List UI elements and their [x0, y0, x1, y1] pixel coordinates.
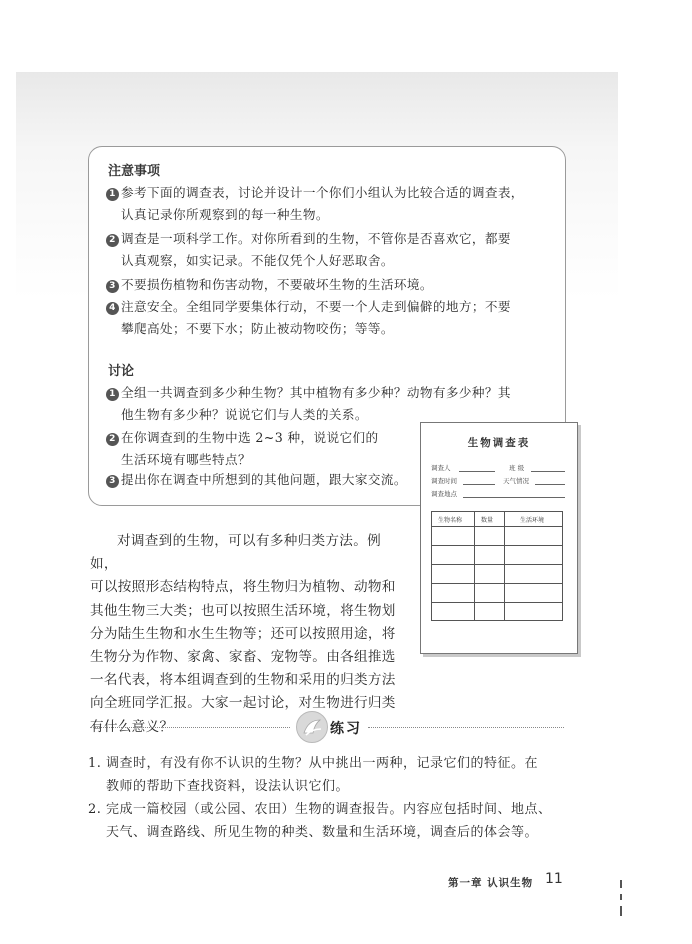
discussion-item-3: 3 提出你在调查中所想到的其他问题，跟大家交流。	[106, 469, 407, 491]
paragraph-line: 向全班同学汇报。大家一起讨论，对生物进行归类	[90, 695, 396, 712]
number-badge-icon: 2	[106, 433, 119, 446]
column-header: 生物名称	[438, 517, 463, 524]
field-line	[463, 497, 565, 498]
paragraph-line: 其他生物三大类；也可以按照生活环境，将生物划	[90, 602, 396, 619]
scan-edge-marks	[620, 880, 628, 920]
field-line	[535, 484, 565, 485]
note-item-1: 1 参考下面的调查表，讨论并设计一个你们小组认为比较合适的调查表， 认真记录你所观察到的每一种生物。	[106, 182, 524, 226]
discussion-heading: 讨论	[108, 364, 135, 379]
notes-heading: 注意事项	[108, 164, 161, 179]
classification-paragraph	[90, 530, 408, 739]
survey-form-card	[420, 422, 578, 654]
note-item-2: 2 调查是一项科学工作。对你所看到的生物，不管你是否喜欢它，都要 认真观察，如实记录。不能仅凭个人好恶取舍。	[106, 228, 511, 272]
number-badge-icon: 3	[106, 475, 119, 488]
paragraph-line: 对调查到的生物，可以有多种归类方法。例如，	[90, 533, 381, 573]
table-grid-line	[432, 526, 563, 527]
field-line	[459, 471, 495, 472]
survey-form-title: 生物调查表	[467, 437, 531, 449]
note-item-4: 4 注意安全。全组同学要集体行动，不要一个人走到偏僻的地方；不要 攀爬高处；不要下水；防止被动物咬伤；等等。	[106, 296, 511, 340]
exercise-divider-right	[368, 727, 564, 728]
column-header: 数量	[481, 517, 494, 524]
paragraph-line: 生物分为作物、家禽、家畜、宠物等。由各组推选	[90, 649, 396, 666]
table-grid-line	[432, 602, 563, 603]
table-grid-line	[474, 512, 475, 620]
field-group: 班 级	[509, 464, 525, 472]
scan-margin-right	[618, 0, 692, 944]
field-line	[463, 484, 495, 485]
table-grid-line	[432, 545, 563, 546]
chapter-footer: 第一章 认识生物	[448, 877, 534, 889]
field-location: 调查地点	[431, 490, 457, 498]
exercise-emblem-icon	[296, 711, 328, 743]
page-number: 11	[545, 871, 563, 887]
paragraph-line: 分为陆生生物和水生生物等；还可以按照用途，将	[90, 625, 396, 642]
discussion-item-2: 2 在你调查到的生物中选 2~3 种，说说它们的 生活环境有哪些特点？	[106, 427, 378, 471]
discussion-item-1: 1 全组一共调查到多少种生物？其中植物有多少种？动物有多少种？其 他生物有多少种？说说它们与人类的关系。	[106, 382, 511, 426]
column-header: 生活环境	[520, 517, 545, 524]
paragraph-line: 可以按照形态结构特点，将生物归为植物、动物和	[90, 579, 396, 596]
scan-margin-top	[0, 0, 692, 72]
scan-margin-left	[0, 0, 16, 944]
field-weather: 天气情况	[503, 477, 529, 485]
note-item-3: 3 不要损伤植物和伤害动物，不要破坏生物的生活环境。	[106, 274, 433, 296]
field-surveyor: 调查人	[431, 464, 451, 472]
table-grid-line	[432, 583, 563, 584]
table-grid-line	[504, 512, 505, 620]
field-line	[531, 471, 565, 472]
number-badge-icon: 4	[106, 302, 119, 315]
exercise-divider-left	[90, 727, 290, 728]
exercise-item-1: 1. 调查时，有没有你不认识的生物？从中挑出一两种，记录它们的特征。在 教师的帮助下查找资料，设法认识它们。	[88, 756, 539, 794]
number-badge-icon: 3	[106, 280, 119, 293]
survey-form-table	[431, 511, 563, 621]
number-badge-icon: 2	[106, 234, 119, 247]
number-badge-icon: 1	[106, 188, 119, 201]
exercise-heading: 练习	[330, 721, 362, 737]
field-time: 调查时间	[431, 477, 457, 485]
paragraph-line: 有什么意义？	[90, 718, 174, 735]
exercise-item-2: 2. 完成一篇校园（或公园、农田）生物的调查报告。内容应包括时间、地点、 天气、调查路线、所见生物的种类、数量和生活环境，调查后的体会等。	[88, 802, 552, 840]
table-grid-line	[432, 564, 563, 565]
paragraph-line: 一名代表，将本组调查到的生物和采用的归类方法	[90, 672, 396, 689]
number-badge-icon: 1	[106, 388, 119, 401]
